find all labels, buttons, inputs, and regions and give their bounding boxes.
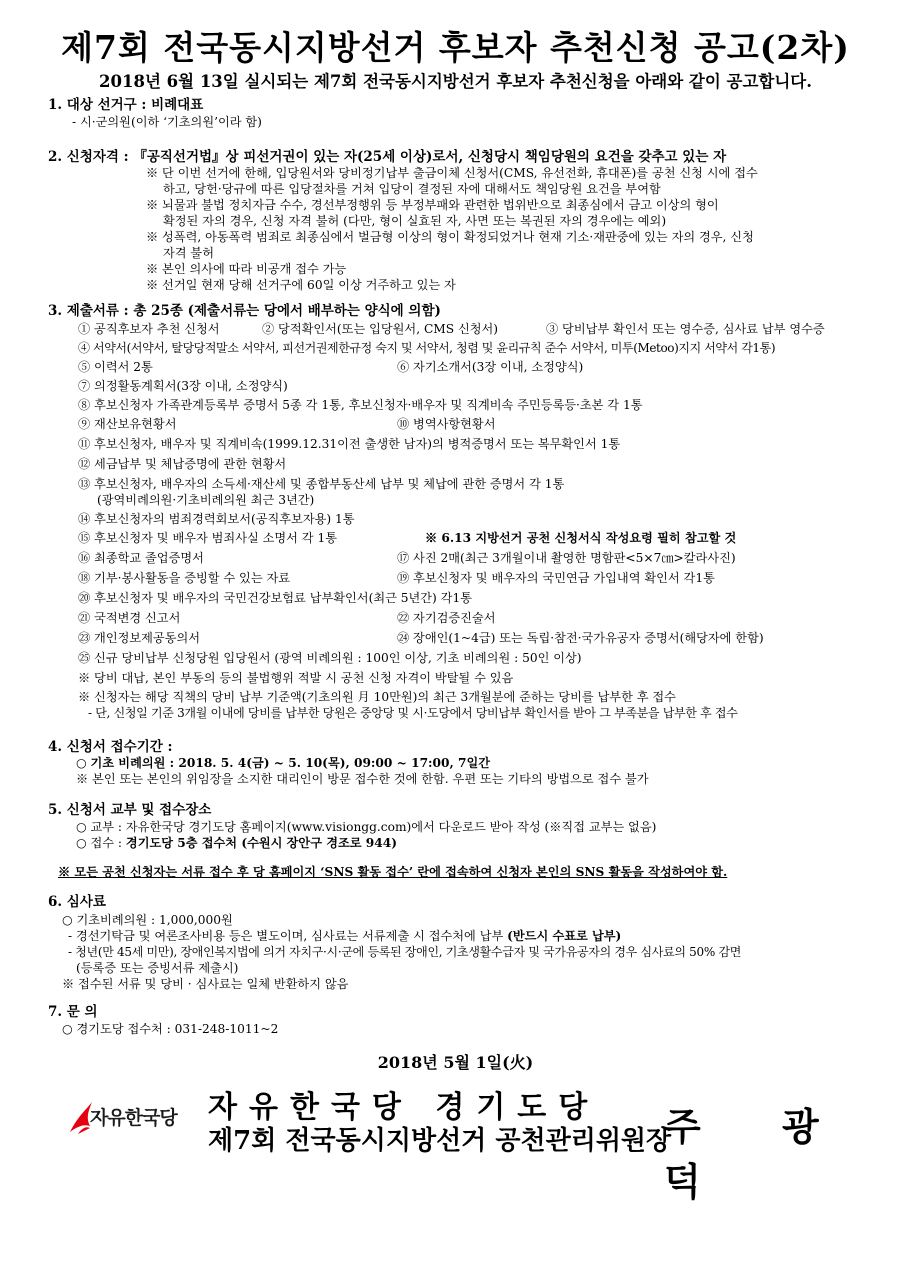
page-subtitle: 2018년 6월 13일 실시되는 제7회 전국동시지방선거 후보자 추천신청을 아래와 같이 공고합니다. (99, 72, 812, 91)
document-item: ⑦ 의정활동계획서(3장 이내, 소정양식) (78, 379, 288, 393)
document-item: ⑱ 기부·봉사활동을 증빙할 수 있는 자료 (78, 571, 291, 585)
document-note: ※ 당비 대납, 본인 부동의 등의 불법행위 적발 시 공천 신청 자격이 박탈될 수 있음 (78, 671, 514, 685)
page-title: 제7회 전국동시지방선거 후보자 추천신청 공고(2차) (61, 28, 850, 67)
section-2-line: ※ 단 이번 선거에 한해, 입당원서와 당비정기납부 출금이체 신청서(CMS, 유선전화, 휴대폰)를 공천 신청 시에 접수 (146, 166, 758, 180)
section-2-line: 확정된 자의 경우, 신청 자격 불허 (다만, 형이 실효된 자, 사면 또는 복권된 자의 경우에는 예외) (163, 214, 667, 228)
document-item: ⑪ 후보신청자, 배우자 및 직계비속(1999.12.31이전 출생한 남자)의 병적증명서 또는 복무확인서 1통 (78, 437, 621, 451)
document-item: ⑫ 세금납부 및 체납증명에 관한 현황서 (78, 457, 287, 471)
section-2-line: 자격 불허 (163, 246, 214, 260)
document-note: ※ 신청자는 해당 직책의 당비 납부 기준액(기초의원 月 10만원)의 최근 3개월분에 준하는 당비를 납부한 후 접수 (78, 690, 676, 704)
party-logo-text: 자유한국당 (90, 1107, 177, 1129)
fee-note: - 경선기탁금 및 여론조사비용 등은 별도이며, 심사료는 서류제출 시 접수처에 납부 (68, 929, 508, 943)
document-item: ㉒ 자기검증진술서 (397, 611, 496, 625)
place-label: ○ 접수 : (76, 836, 126, 850)
section-2-line: ※ 뇌물과 불법 정치자금 수수, 경선부정행위 등 부정부패와 관련한 법위반으로 최종심에서 금고 이상의 형이 (146, 198, 719, 212)
document-item: ⑳ 후보신청자 및 배우자의 국민건강보험료 납부확인서(최근 5년간) 각1통 (78, 591, 472, 605)
document-item: ⑮ 후보신청자 및 배우자 범죄사실 소명서 각 1통 (78, 531, 337, 545)
section-5-line: ○ 교부 : 자유한국당 경기도당 홈페이지(www.visiongg.com)에서 다운로드 받아 작성 (※직접 교부는 없음) (76, 820, 657, 834)
document-item: ⑬ 후보신청자, 배우자의 소득세·재산세 및 종합부동산세 납부 및 체납에 관한 증명서 각 1통 (78, 477, 565, 491)
document-item: ② 당적확인서(또는 입당원서, CMS 신청서) (262, 322, 499, 336)
document-item: ① 공직후보자 추천 신청서 (78, 322, 220, 336)
document-note: - 단, 신청일 기준 3개월 이내에 당비를 납부한 당원은 중앙당 및 시·도당에서 당비납부 확인서를 받아 그 부족분을 납부한 후 접수 (88, 706, 738, 720)
section-6-line: ※ 접수된 서류 및 당비 · 심사료는 일체 반환하지 않음 (62, 977, 349, 991)
section-2-line: ※ 선거일 현재 당해 선거구에 60일 이상 거주하고 있는 자 (146, 278, 456, 292)
org-committee: 제7회 전국동시지방선거 공천관리위원장 (208, 1126, 672, 1156)
fee-method: (반드시 수표로 납부) (507, 929, 622, 943)
section-2-line: ※ 성폭력, 아동폭력 범죄로 최종심에서 벌금형 이상의 형이 확정되었거나 현재 기소·재판중에 있는 자의 경우, 신청 (146, 230, 754, 244)
section-2-line: ※ 본인 의사에 따라 비공개 접수 가능 (146, 262, 347, 276)
document-item: ㉑ 국적변경 신고서 (78, 611, 181, 625)
document-item: ⑰ 사진 2매(최근 3개월이내 촬영한 명함판<5×7㎝>칼라사진) (397, 551, 736, 565)
document-item: ⑭ 후보신청자의 범죄경력회보서(공직후보자용) 1통 (78, 512, 355, 526)
section-6-line: - 청년(만 45세 미만), 장애인복지법에 의거 자치구·시·군에 등록된 장애인, 기초생활수급자 및 국가유공자의 경우 심사료의 50% 감면 (68, 945, 742, 959)
section-5-heading: 5. 신청서 교부 및 접수장소 (48, 802, 212, 818)
section-6-line (68, 928, 621, 944)
section-4-period (76, 755, 490, 771)
org-name: 자유한국당 경기도당 (208, 1090, 600, 1125)
announcement-date: 2018년 5월 1일(火) (377, 1053, 534, 1072)
section-4-line: ※ 본인 또는 본인의 위임장을 소지한 대리인이 방문 접수한 것에 한함. 우편 또는 기타의 방법으로 접수 불가 (76, 772, 649, 786)
document-item: ⑯ 최종학교 졸업증명서 (78, 551, 204, 565)
section-1-line: - 시·군의원(이하 ‘기초의원’이라 함) (72, 115, 262, 129)
document-item: ⑨ 재산보유현황서 (78, 417, 177, 431)
document-item: ⑩ 병역사항현황서 (397, 417, 496, 431)
section-5-place (76, 835, 397, 851)
document-item: ⑥ 자기소개서(3장 이내, 소정양식) (397, 360, 584, 374)
place-value: 경기도당 5층 접수처 (수원시 장안구 경조로 944) (125, 836, 397, 850)
document-item: ⑲ 후보신청자 및 배우자의 국민연금 가입내역 확인서 각1통 (397, 571, 715, 585)
period-value: : 2018. 5. 4(금) ~ 5. 10(목), 09:00 ~ 17:00, 7일간 (165, 756, 491, 770)
section-6-line: ○ 기초비례의원 : 1,000,000원 (62, 913, 233, 927)
document-item: ⑤ 이력서 2통 (78, 360, 153, 374)
bullet: ○ (76, 756, 91, 770)
sns-notice: ※ 모든 공천 신청자는 서류 접수 후 당 홈페이지 ‘SNS 활동 접수’ 란에 접속하여 신청자 본인의 SNS 활동을 작성하여야 함. (58, 865, 728, 879)
document-item: ③ 당비납부 확인서 또는 영수증, 심사료 납부 영수증 (546, 322, 825, 336)
document-item: ㉔ 장애인(1~4급) 또는 독립·참전·국가유공자 증명서(해당자에 한함) (397, 631, 764, 645)
section-6-line: (등록증 또는 증빙서류 제출시) (76, 961, 239, 975)
period-label: 기초 비례의원 (90, 756, 166, 770)
section-2-heading: 2. 신청자격 : 『공직선거법』상 피선거권이 있는 자(25세 이상)로서, 신청당시 책임당원의 요건을 갖추고 있는 자 (48, 149, 727, 165)
document-note: ※ 6.13 지방선거 공천 신청서식 작성요령 필히 참고할 것 (425, 531, 737, 545)
document-item: ⑧ 후보신청자 가족관계등록부 증명서 5종 각 1통, 후보신청자·배우자 및 직계비속 주민등록등·초본 각 1통 (78, 398, 643, 412)
section-3-heading: 3. 제출서류 : 총 25종 (제출서류는 당에서 배부하는 양식에 의함) (48, 303, 441, 319)
section-1-heading: 1. 대상 선거구 : 비례대표 (48, 97, 204, 113)
section-6-heading: 6. 심사료 (48, 894, 106, 910)
document-item: ㉓ 개인정보제공동의서 (78, 631, 201, 645)
document-item: ㉕ 신규 당비납부 신청당원 입당원서 (광역 비례의원 : 100인 이상, 기초 비례의원 : 50인 이상) (78, 651, 582, 665)
section-7-heading: 7. 문 의 (48, 1004, 98, 1020)
section-4-heading: 4. 신청서 접수기간 : (48, 739, 173, 755)
section-2-line: 하고, 당헌·당규에 따른 입당절차를 거쳐 입당이 결정된 자에 대해서도 책임당원 요건을 부여함 (163, 182, 661, 196)
document-item-note: (광역비례의원·기초비례의원 최근 3년간) (97, 493, 315, 507)
document-item: ④ 서약서(서약서, 탈당당적말소 서약서, 피선거권제한규정 숙지 및 서약서, 청렴 및 윤리규칙 준수 서약서, 미투(Metoo)지지 서약서 각1통) (78, 341, 776, 355)
section-7-line: ○ 경기도당 접수처 : 031-248-1011~2 (62, 1022, 279, 1036)
signer-name: 주 광 덕 (664, 1104, 853, 1204)
